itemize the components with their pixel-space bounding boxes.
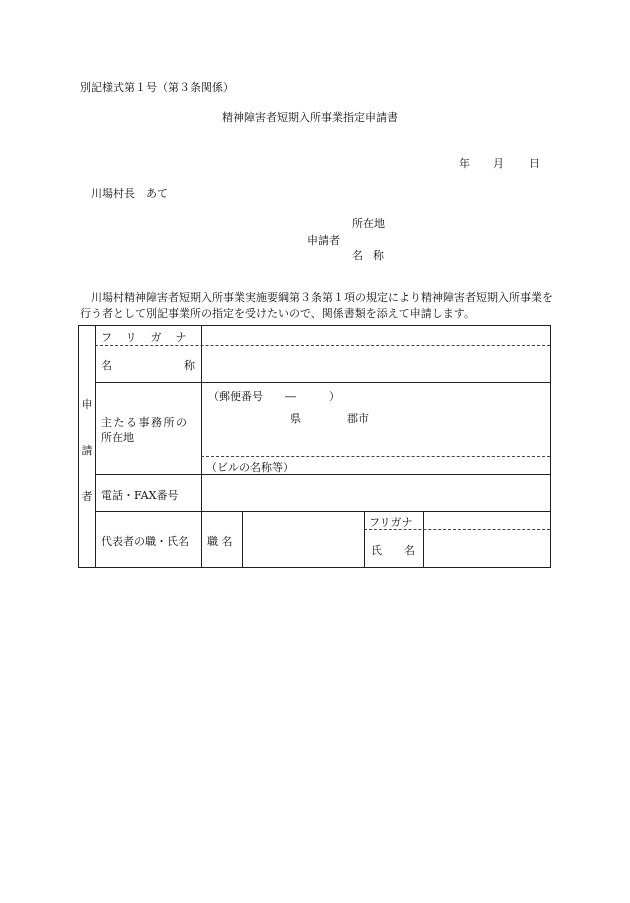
city-label: 郡市 <box>347 412 369 425</box>
addressee: 川場村長 あて <box>91 187 168 200</box>
position-label: 職 名 <box>207 535 233 548</box>
applicant-address-label: 所在地 <box>352 217 385 230</box>
furigana-label: フリガナ <box>101 331 201 344</box>
representative-label: 代表者の職・氏名 <box>101 535 189 548</box>
date-year-label: 年 <box>459 157 470 170</box>
table-divider-label <box>201 325 202 568</box>
rep-name-label: 氏 名 <box>371 544 415 557</box>
rep-furigana-label: フリガナ <box>369 516 413 529</box>
date-day-label: 日 <box>529 157 540 170</box>
name-label-right: 称 <box>184 359 195 372</box>
name-label-left: 名 <box>101 359 112 372</box>
postal-code-field: （郵便番号 ― ） <box>208 390 340 403</box>
office-address-label-line2: 所在地 <box>101 431 134 444</box>
rep-divider-name-value <box>423 511 424 568</box>
building-name-label: （ビルの名称等） <box>206 461 294 474</box>
table-divider-side <box>95 325 96 568</box>
rep-divider-position <box>242 511 243 568</box>
date-month-label: 月 <box>493 157 504 170</box>
row-dash-furigana <box>95 345 550 346</box>
applicant-label: 申請者 <box>307 234 340 247</box>
side-label-char-2: 請 <box>81 444 93 457</box>
side-label-char-1: 申 <box>81 398 93 411</box>
document-title: 精神障害者短期入所事業指定申請書 <box>222 111 398 124</box>
row-dash-building <box>201 456 550 457</box>
form-id: 別記様式第１号（第３条関係） <box>80 81 234 94</box>
table-border-bottom <box>78 567 551 568</box>
application-statement: 川場村精神障害者短期入所事業実施要綱第３条第１項の規定により精神障害者短期入所事業を行う者として別記事業所の指定を受けたいので、関係書類を添えて申請します。 <box>80 291 553 320</box>
prefecture-label: 県 <box>290 412 301 425</box>
applicant-name-label: 名称 <box>352 249 394 262</box>
office-address-label-line1: 主たる事務所の <box>101 416 189 429</box>
table-border-top <box>78 325 551 326</box>
phone-fax-label: 電話・FAX番号 <box>101 489 179 502</box>
table-border-right <box>550 325 551 568</box>
row-line-phone <box>95 511 551 512</box>
side-label-char-3: 者 <box>81 490 93 503</box>
row-line-address <box>95 474 551 475</box>
rep-divider-name-label <box>364 511 365 568</box>
row-line-name <box>95 382 551 383</box>
